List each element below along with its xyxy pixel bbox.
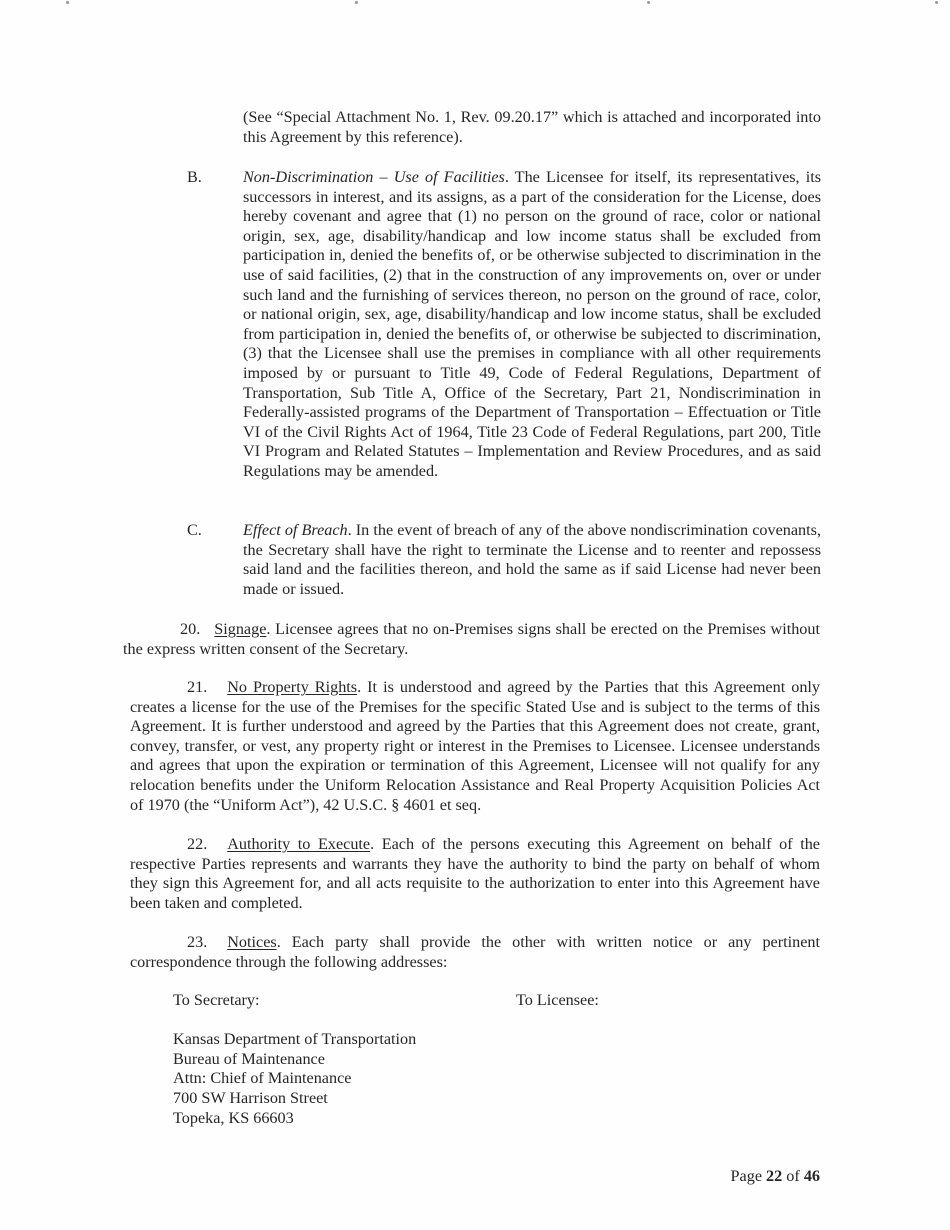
- section-20-title: Signage: [214, 620, 267, 638]
- secretary-label: To Secretary:: [173, 991, 260, 1009]
- secretary-address-line: Bureau of Maintenance: [173, 1049, 325, 1068]
- section-23-title: Notices: [227, 933, 277, 951]
- section-21-body: . It is understood and agreed by the Parties that this Agreement only creates a license for the use of the Premises for the specific Stated Use and is subject to the terms of this Agreement. It is further understood and agreed by the Parties that this Agreement does not create, grant, convey, transfer, or vest, any property right or interest in the Premises to Licensee. Licensee understands and agrees that upon the expiration or termination of this Agreement, Licensee will not qualify for any relocation benefits under the Uniform Relocation Assistance and Real Property Acquisition Policies Act of 1970 (the “Uniform Act”), 42 U.S.C. § 4601 et seq.: [130, 678, 820, 814]
- scan-mark: [355, 1, 358, 4]
- section-22-title: Authority to Execute: [227, 835, 371, 853]
- secretary-address-line: 700 SW Harrison Street: [173, 1088, 328, 1107]
- section-20-body: . Licensee agrees that no on-Premises signs shall be erected on the Premises without the express written consent of the Secretary.: [123, 620, 820, 658]
- section-23-body: . Each party shall provide the other with written notice or any pertinent correspondence through the following addresses:: [130, 933, 820, 971]
- item-c-letter: C.: [187, 521, 202, 539]
- item-c-paragraph: [243, 521, 821, 599]
- item-c-title: Effect of Breach: [243, 521, 348, 539]
- section-22-number: 22.: [187, 835, 208, 853]
- attachment-reference-text: (See “Special Attachment No. 1, Rev. 09.20.17” which is attached and incorporated into this Agreement by this reference).: [243, 108, 821, 146]
- scan-mark: [66, 1, 69, 4]
- of-word: of: [786, 1167, 800, 1185]
- licensee-label: To Licensee:: [516, 991, 599, 1009]
- page-word: Page: [730, 1167, 762, 1185]
- section-20: [123, 620, 820, 659]
- secretary-address-block: [173, 991, 416, 1128]
- secretary-address-line: Attn: Chief of Maintenance: [173, 1069, 352, 1088]
- total-pages: 46: [803, 1167, 820, 1185]
- secretary-address-line: Topeka, KS 66603: [173, 1108, 294, 1127]
- scan-mark: [647, 1, 650, 4]
- item-b-letter: B.: [187, 168, 202, 186]
- current-page: 22: [766, 1167, 783, 1185]
- licensee-address-block: [516, 991, 599, 1011]
- section-22: [130, 835, 820, 913]
- secretary-address-line: Kansas Department of Transportation: [173, 1030, 417, 1049]
- section-20-number: 20.: [180, 620, 201, 638]
- page-number: [731, 1167, 820, 1186]
- section-21: [130, 678, 820, 815]
- section-21-number: 21.: [187, 678, 208, 696]
- item-b-title: Non-Discrimination – Use of Facilities: [243, 168, 505, 186]
- item-b-paragraph: [243, 168, 821, 482]
- section-23: [130, 933, 820, 972]
- item-c-body: . In the event of breach of any of the above nondiscrimination covenants, the Secretary shall have the right to terminate the License and to reenter and repossess said land and the facilities thereon, and hold the same as if said License had never been made or issued.: [243, 521, 821, 598]
- scan-mark: [935, 1, 938, 4]
- section-22-body: . Each of the persons executing this Agreement on behalf of the respective Parties represents and warrants they have the authority to bind the party on behalf of whom they sign this Agreement for, and all acts requisite to the authorization to enter into this Agreement have been taken and completed.: [130, 835, 820, 912]
- section-21-title: No Property Rights: [227, 678, 358, 696]
- item-b-body: . The Licensee for itself, its representatives, its successors in interest, and its assigns, as a part of the consideration for the License, does hereby covenant and agree that (1) no person on the ground of race, color or national origin, sex, age, disability/handicap and low income status shall be excluded from participation in, denied the benefits of, or be otherwise subjected to discrimination in the use of said facilities, (2) that in the construction of any improvements on, over or under such land and the furnishing of services thereon, no person on the ground of race, color, or national origin, sex, age, disability/handicap and low income status, shall be excluded from participation in, denied the benefits of, or otherwise be subjected to discrimination, (3) that the Licensee shall use the premises in compliance with all other requirements imposed by or pursuant to Title 49, Code of Federal Regulations, Department of Transportation, Sub Title A, Office of the Secretary, Part 21, Nondiscrimination in Federally-assisted programs of the Department of Transportation – Effectuation or Title VI of the Civil Rights Act of 1964, Title 23 Code of Federal Regulations, part 200, Title VI Program and Related Statutes – Implementation and Review Procedures, and as said Regulations may be amended.: [243, 168, 821, 480]
- section-23-number: 23.: [187, 933, 208, 951]
- attachment-reference: [243, 108, 821, 147]
